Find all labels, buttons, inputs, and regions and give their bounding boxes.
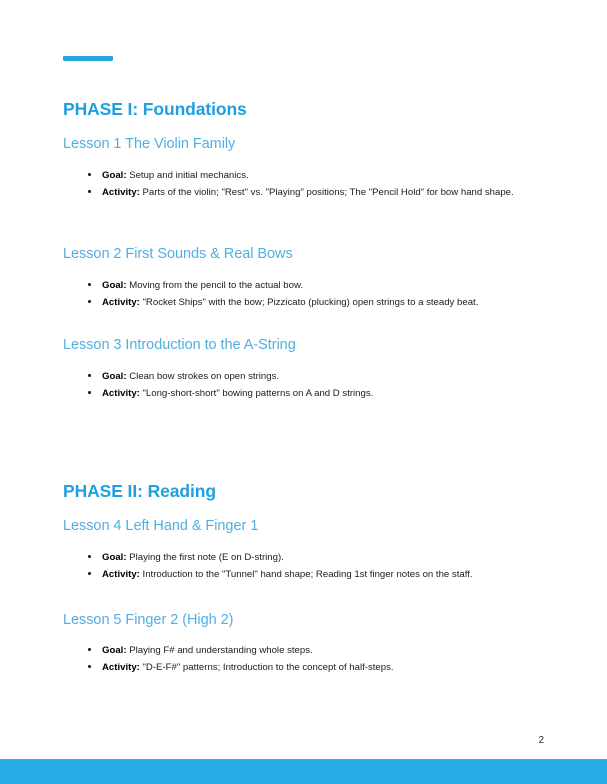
item-text: Clean bow strokes on open strings. [126, 371, 280, 382]
item-label: Goal: [102, 371, 127, 382]
item-text: Parts of the violin; "Rest" vs. "Playing" positions; The "Pencil Hold" for bow hand shape. [139, 186, 514, 198]
bullet-dot-icon [88, 391, 91, 394]
list-item [88, 660, 540, 676]
item-label: Activity: [102, 568, 140, 580]
page-number: 2 [538, 735, 544, 746]
list-item [88, 567, 540, 583]
lesson-2-bullet-list [88, 278, 540, 311]
bullet-dot-icon [88, 648, 91, 651]
list-item [88, 168, 540, 184]
lesson-1-bullet-list [88, 168, 540, 201]
item-label: Activity: [102, 296, 140, 308]
lesson-4-bullet-list [88, 550, 540, 583]
item-text: Setup and initial mechanics. [126, 170, 249, 181]
item-text: Playing the first note (E on D-string). [126, 552, 284, 563]
item-text: Moving from the pencil to the actual bow. [126, 280, 304, 291]
lesson-3-bullet-list [88, 369, 540, 402]
item-label: Goal: [102, 645, 127, 656]
item-label: Activity: [102, 661, 140, 673]
item-label: Activity: [102, 387, 140, 399]
bullet-dot-icon [88, 300, 91, 303]
lesson-heading-3: Lesson 3 Introduction to the A-String [63, 337, 296, 353]
accent-rule-divider [63, 56, 113, 61]
bullet-dot-icon [88, 665, 91, 668]
list-item [88, 643, 540, 659]
lesson-heading-1: Lesson 1 The Violin Family [63, 136, 236, 152]
lesson-heading-2: Lesson 2 First Sounds & Real Bows [63, 246, 293, 262]
list-item [88, 369, 540, 385]
footer-bar [0, 759, 607, 784]
phase-heading-2: PHASE II: Reading [63, 481, 216, 501]
lesson-heading-4: Lesson 4 Left Hand & Finger 1 [63, 518, 259, 534]
item-text: "D-E-F#" patterns; Introduction to the concept of half-steps. [139, 661, 394, 673]
list-item [88, 386, 540, 402]
lesson-heading-5: Lesson 5 Finger 2 (High 2) [63, 612, 234, 628]
item-text: Introduction to the "Tunnel" hand shape; Reading 1st finger notes on the staff. [139, 568, 473, 580]
item-label: Goal: [102, 552, 127, 563]
bullet-dot-icon [88, 173, 91, 176]
item-text: "Long-short-short" bowing patterns on A and D strings. [139, 387, 374, 399]
item-text: "Rocket Ships" with the bow; Pizzicato (plucking) open strings to a steady beat. [139, 296, 479, 308]
bullet-dot-icon [88, 555, 91, 558]
list-item [88, 185, 540, 201]
item-label: Activity: [102, 186, 140, 198]
bullet-dot-icon [88, 283, 91, 286]
bullet-dot-icon [88, 190, 91, 193]
bullet-dot-icon [88, 572, 91, 575]
item-label: Goal: [102, 170, 127, 181]
item-text: Playing F# and understanding whole steps. [126, 645, 313, 656]
list-item [88, 278, 540, 294]
phase-heading-1: PHASE I: Foundations [63, 99, 247, 119]
item-label: Goal: [102, 280, 127, 291]
bullet-dot-icon [88, 374, 91, 377]
list-item [88, 550, 540, 566]
lesson-5-bullet-list [88, 643, 540, 676]
list-item [88, 295, 540, 311]
